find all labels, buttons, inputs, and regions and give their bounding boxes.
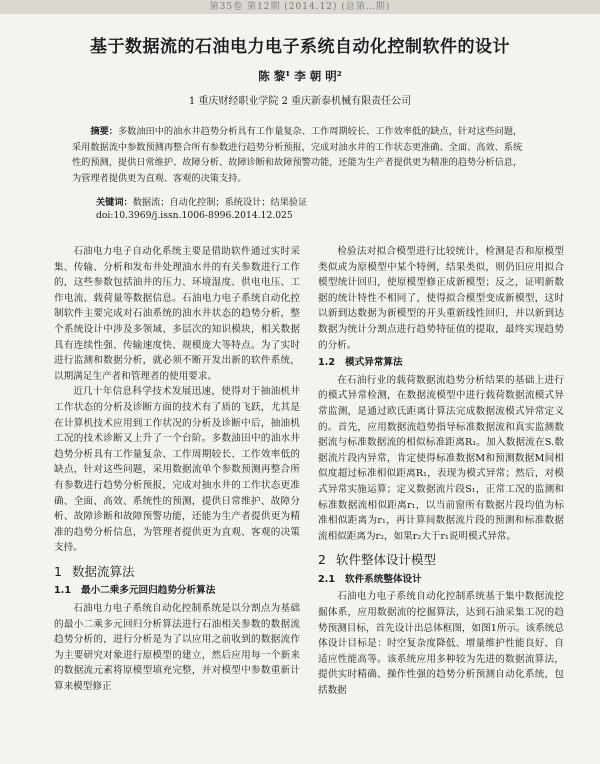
paper-title: 基于数据流的石油电力电子系统自动化控制软件的设计 xyxy=(90,37,510,57)
abstract xyxy=(72,124,528,186)
section-title: 数据流算法 xyxy=(71,563,135,579)
paragraph: 近几十年信息科学技术发展迅速，使得对于抽油机井工作状态的分析及诊断方面的技术有了质的飞跃，尤其是在计算机技术应用到工作状况的分析及诊断中后，抽油机工况的技术诊断又上升了一个台阶。多数油田中的油水井趋势分析具有工作量复杂、工作周期较长、工作效率低的缺点，针对这些问题，采用数据流单个参数预测再整合所有参数进行趋势分析预报，完成对抽水井的工作状态更准确、全面、高效、系统性的预测，提供日常维护、故障分析、故障诊断和故障预警功能，还能为生产者提供更为精准的趋势分析信息，为管理者提供更为直观、客观的决策支持。 xyxy=(54,386,300,554)
keywords-label: 关键词： xyxy=(96,197,133,208)
paper-affiliation: 1 重庆财经职业学院 2 重庆新泰机械有限责任公司 xyxy=(188,96,412,107)
section-number: 2 xyxy=(318,552,326,568)
journal-header-banner: 第35卷 第12期 (2014.12) (总第…期) xyxy=(0,0,600,14)
paragraph: 石油电力电子自动化系统主要是借助软件通过实时采集、传输、分析和发布井处理油水井的有关参数进行工作的，这些参数包括油井的压力、环境湿度、供电电压、工作电流、载荷量等数据信息。石油电力电子系统自动化控制软件主要完成对石油系统的油水井状态的趋势分析，整个系统设计中涉及多领域、多层次的知识模块，相关数据具有连续性强、传输速度快、规模庞大等特点。为了实时进行监测和数据分析，就必须不断开发出新的软件系统，以期满足生产者和管理者的使用要求。 xyxy=(54,246,300,382)
section-number: 1 xyxy=(54,563,62,579)
section-heading xyxy=(318,552,564,568)
paragraph: 在石油行业的载荷数据流趋势分析结果的基础上进行的模式异常检测，在数据流模型中进行载荷数据流模式异常监测，是通过欧氏距离计算法完成数据流模式异常定义的。首先，应用数据流趋势指导标准数据流和真实监测数据流与标准数据流的相似标准距离R₁。加入数据流在S.数据流片段内异常，肯定使得标准数据M和预测数据M间相似度超过标准相似距离R₁，表现为模式异常；然后，对模式异常实施运算；定义数据流片段S₁，正常工况的监测和标准数据流相似距离r₁，以当前窗所有数据片段均值为标准相似距离为r₁，再计算间数据流片段的预测和标准数据流相似距离为r₂，如果r₂大于r₁说明模式异常。 xyxy=(318,374,564,542)
body-column-right xyxy=(318,244,564,699)
subsection-number: 1.1 xyxy=(54,585,71,597)
subsection-number: 1.2 xyxy=(318,357,335,369)
subsection-heading xyxy=(318,355,564,371)
section-heading xyxy=(54,564,300,580)
subsection-heading xyxy=(318,572,564,588)
paragraph: 石油电力电子系统自动化控制系统是以分割点为基础的最小二乘多元回归分析算法进行石油相关参数的数据流趋势分析的，进行分析是为了以应用之前收到的数据流作为主要研究对象进行原模型的建立，然后应用每一个新来的数据流元素将原模型填充完整，并对模型中参数重新计算来模型修正 xyxy=(54,603,300,693)
subsection-number: 2.1 xyxy=(318,573,335,585)
abstract-text: 多数油田中的油水井趋势分析具有工作量复杂、工作周期较长、工作效率低的缺点，针对这些问题，采用数据流中参数预测再整合所有参数进行趋势分析预报，完成对油水井的工作状态更准确、全面、高效、系统性的预测，提供日常维护、故障分析、故障诊断和故障预警功能，还能为生产者提供更为精准的趋势分析信息，为管理者提供更为直观、客观的决策支持。 xyxy=(72,126,523,184)
subsection-title: 模式异常算法 xyxy=(345,357,403,369)
abstract-label: 摘要： xyxy=(90,126,118,137)
paper-authors: 陈 黎¹ 李 朝 明² xyxy=(258,69,342,83)
subsection-title: 最小二乘多元回归趋势分析算法 xyxy=(81,585,216,597)
subsection-title: 软件系统整体设计 xyxy=(345,573,422,585)
doi: doi:10.3969/j.issn.1006-8996.2014.12.025 xyxy=(96,210,293,221)
body-column-left xyxy=(54,244,300,695)
keywords xyxy=(96,194,516,208)
subsection-heading xyxy=(54,583,300,599)
paragraph: 检验法对拟合模型进行比较统计，检测是否和原模型类似或为原模型中某个特例，结果类似，则仍旧应用拟合模型统计回归，使原模型修正成新模型；反之，证明新数据的统计特性不相同了，使得拟合模型变成新模型，这时以新到达数据为新模型的开头重新线性回归，并以新到达数据为统计分割点进行趋势特征值的提取，最终实现趋势的分析。 xyxy=(318,246,564,351)
keywords-text: 数据流；自动化控制；系统设计；结果验证 xyxy=(132,197,308,208)
paragraph: 石油电力电子系统自动化控制系统基于集中数据流挖掘体系，应用数据流的挖掘算法，达到石油采集工况的趋势预测目标，首先设计出总体框图，如图1所示。该系统总体设计目标是：时空复杂度降低、增量维护性能良好、自适应性能高等。该系统应用多种较为先进的数据流算法，提供实时精确、操作性强的趋势分析预测自动化系统，包括数据 xyxy=(318,591,564,697)
section-title: 软件整体设计模型 xyxy=(335,552,436,568)
